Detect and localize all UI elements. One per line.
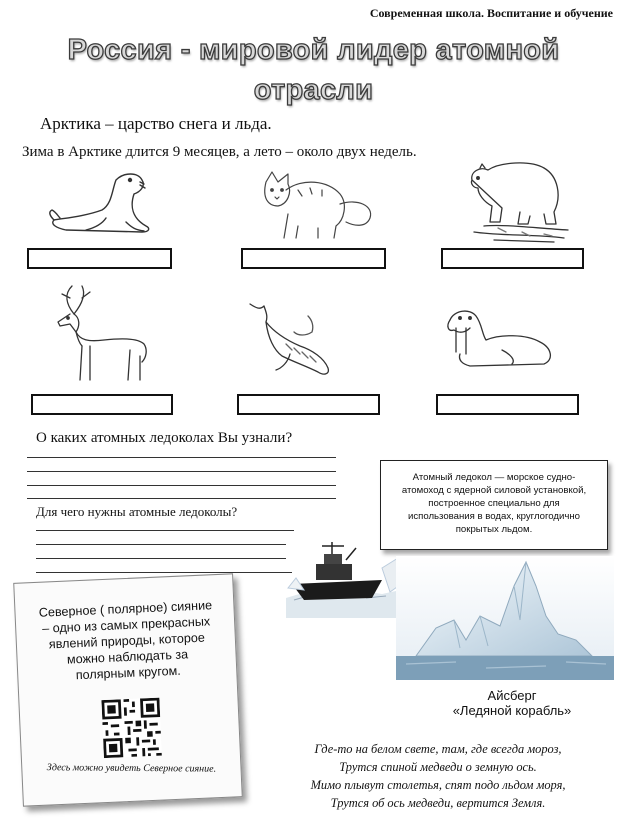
poem-line: Трутся об ось медведи, вертится Земля.	[330, 796, 546, 810]
definition-line: использования в водах, круглогодично	[407, 511, 581, 522]
iceberg-caption	[412, 688, 612, 718]
poem-line: Мимо плывут столетья, спят подо льдом моря,	[310, 778, 566, 792]
qr-code-icon[interactable]	[101, 698, 161, 758]
walrus-icon	[440, 304, 556, 370]
answer-box-2[interactable]	[241, 248, 386, 269]
aurora-note-line: полярным кругом.	[75, 663, 182, 683]
iceberg-caption-title: Айсберг	[487, 688, 537, 703]
aurora-note-line: – одно из самых прекрасных	[41, 614, 211, 636]
page-title-line1: Россия - мировой лидер атомной	[67, 34, 560, 66]
question-icebreakers-purpose: Для чего нужны атомные ледоколы?	[36, 504, 238, 519]
answer-line[interactable]	[36, 530, 294, 531]
answer-line[interactable]	[27, 498, 336, 499]
page-header: Современная школа. Воспитание и обучение	[369, 6, 613, 20]
answer-box-3[interactable]	[441, 248, 584, 269]
poem-line: Где-то на белом свете, там, где всегда мороз,	[314, 742, 562, 756]
poem	[268, 740, 608, 812]
seal-icon	[46, 166, 166, 238]
answer-line[interactable]	[36, 558, 286, 559]
definition-line: атомоход с ядерной силовой установкой,	[401, 485, 587, 496]
subtitle: Арктика – царство снега и льда.	[40, 114, 272, 133]
answer-line[interactable]	[27, 485, 336, 486]
aurora-note-line: явлений природы, которое	[48, 630, 206, 652]
answer-line[interactable]	[27, 457, 336, 458]
whale-icon	[246, 298, 336, 378]
iceberg-caption-subtitle: «Ледяной корабль»	[452, 703, 572, 718]
page-title-line2: отрасли	[253, 74, 374, 106]
answer-line[interactable]	[27, 471, 336, 472]
poem-line: Трутся спиной медведи о земную ось.	[339, 760, 537, 774]
definition-line: Атомный ледокол — морское судно-	[412, 472, 576, 483]
arctic-fox-icon	[258, 170, 378, 242]
aurora-note-line: Северное ( полярное) сияние	[38, 598, 213, 620]
aurora-note-caption: Здесь можно увидеть Северное сияние.	[46, 762, 217, 775]
answer-line[interactable]	[36, 544, 286, 545]
answer-box-4[interactable]	[31, 394, 173, 415]
definition-line: покрытых льдом.	[455, 524, 533, 535]
aurora-note-card	[13, 573, 243, 806]
icebreaker-ship-icon	[286, 538, 410, 618]
iceberg-icon	[396, 556, 614, 680]
icebreaker-definition-box	[380, 460, 608, 550]
aurora-note-line: можно наблюдать за	[66, 647, 189, 667]
polar-bear-icon	[464, 156, 574, 246]
answer-box-5[interactable]	[237, 394, 380, 415]
reindeer-icon	[52, 284, 156, 384]
definition-line: построенное специально для	[428, 498, 560, 509]
intro-text: Зима в Арктике длится 9 месяцев, а лето – около двух недель.	[22, 144, 417, 160]
answer-box-6[interactable]	[436, 394, 579, 415]
answer-box-1[interactable]	[27, 248, 172, 269]
question-icebreakers-known: О каких атомных ледоколах Вы узнали?	[36, 430, 293, 446]
answer-line[interactable]	[36, 572, 292, 573]
aurora-note-text	[25, 597, 228, 686]
